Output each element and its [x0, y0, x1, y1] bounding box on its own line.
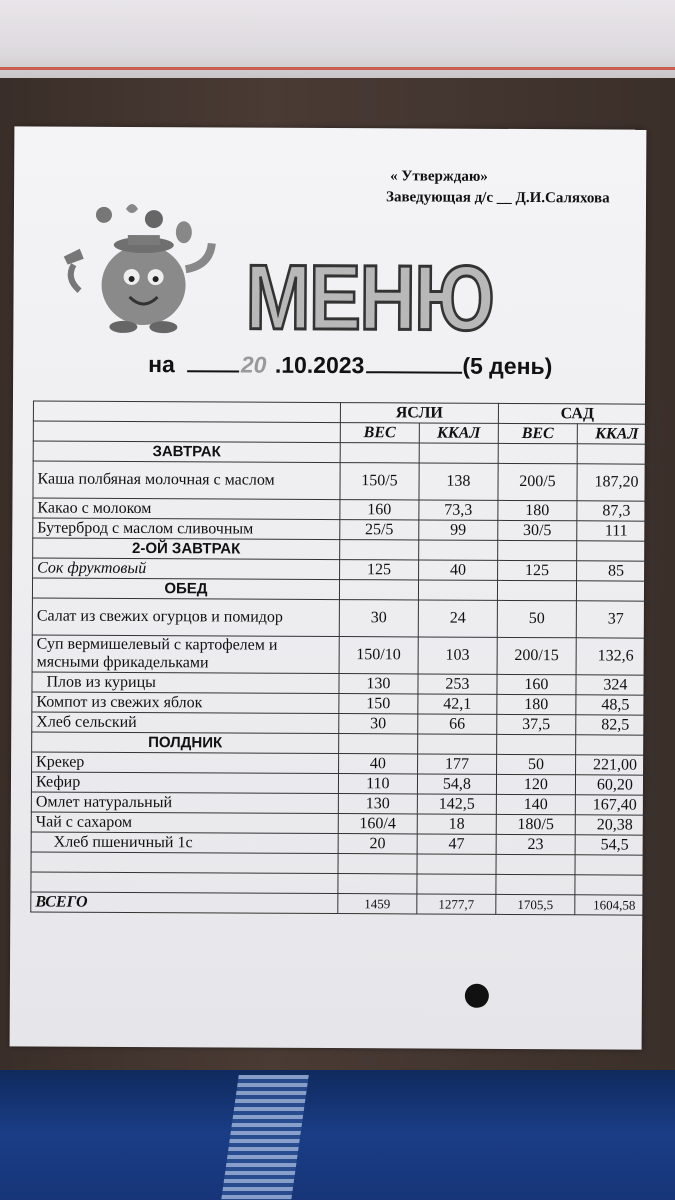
- dish-name: Крекер: [32, 752, 339, 774]
- cell-kcal: 103: [418, 637, 497, 674]
- dish-name: Хлеб пшеничный 1с: [31, 832, 338, 854]
- cell-kcal: 40: [418, 560, 497, 580]
- dish-name: Компот из свежих яблок: [32, 692, 339, 714]
- total-kcal: 1604,58: [575, 895, 654, 915]
- cell-kcal: 47: [417, 834, 496, 854]
- col-header-kcal: ККАЛ: [577, 424, 656, 444]
- cell-kcal: 66: [418, 714, 497, 734]
- cell-kcal: 54,5: [575, 835, 654, 855]
- cell-weight: 25/5: [340, 520, 419, 540]
- date-text: .10.2023: [274, 351, 365, 379]
- dish-name: Суп вермишелевый с картофелем и мясными фрикадельками: [32, 635, 339, 674]
- dish-name: Какао с молоком: [33, 498, 340, 520]
- cell-kcal: 42,1: [418, 694, 497, 714]
- date-blank-2: [366, 371, 462, 374]
- day-number: (5 день): [462, 352, 553, 380]
- cell-weight: 160: [497, 674, 576, 694]
- cell-kcal: 177: [417, 754, 496, 774]
- cell-kcal: 37: [576, 601, 655, 638]
- punch-hole: [465, 984, 489, 1008]
- cell-kcal: 60,20: [575, 775, 654, 795]
- total-row: [31, 892, 654, 915]
- dish-name: Омлет натуральный: [31, 792, 338, 814]
- cell-weight: 150/10: [339, 637, 418, 674]
- total-weight: 1705,5: [496, 894, 575, 914]
- cell-kcal: 132,6: [576, 638, 655, 675]
- date-prefix: на: [148, 351, 175, 378]
- cell-kcal: 73,3: [419, 500, 498, 520]
- cell-weight: 23: [496, 834, 575, 854]
- blue-fabric: [0, 1070, 675, 1200]
- dish-name: Хлеб сельский: [32, 712, 339, 734]
- mascot-juggling-fruit-icon: [43, 197, 224, 338]
- cell-kcal: 85: [576, 561, 655, 581]
- cell-kcal: 253: [418, 674, 497, 694]
- section-title: ЗАВТРАК: [33, 441, 340, 463]
- cell-weight: 180: [498, 500, 577, 520]
- cell-kcal: 187,20: [577, 464, 656, 501]
- dish-name: Бутерброд с маслом сливочным: [33, 518, 340, 540]
- total-label: ВСЕГО: [31, 892, 338, 914]
- dish-name: Сок фруктовый: [33, 558, 340, 580]
- section-title: ПОЛДНИК: [32, 732, 339, 754]
- cell-weight: 120: [496, 774, 575, 794]
- cell-kcal: 48,5: [576, 695, 655, 715]
- table-row: [33, 461, 656, 501]
- cell-kcal: 324: [576, 675, 655, 695]
- dish-name: Салат из свежих огурцов и помидор: [32, 598, 339, 637]
- dish-name: Плов из курицы: [32, 672, 339, 694]
- cell-weight: 110: [338, 774, 417, 794]
- cell-weight: 130: [338, 794, 417, 814]
- date-blank: [187, 370, 239, 372]
- cell-kcal: 221,00: [575, 755, 654, 775]
- cell-weight: 30: [339, 600, 418, 637]
- cell-weight: 180: [497, 694, 576, 714]
- dish-name: Кефир: [31, 772, 338, 794]
- background-paper-top: [0, 0, 675, 78]
- cell-weight: 37,5: [497, 714, 576, 734]
- group-header-yasli: ЯСЛИ: [340, 403, 498, 424]
- approval-block: [386, 166, 610, 209]
- page-title: МЕНЮ: [245, 246, 494, 350]
- cell-kcal: 18: [417, 814, 496, 834]
- col-header-weight: ВЕС: [340, 423, 419, 443]
- total-weight: 1459: [338, 894, 417, 914]
- cell-kcal: 99: [419, 520, 498, 540]
- table-row: [32, 635, 655, 675]
- cell-weight: 125: [339, 560, 418, 580]
- cell-kcal: 87,3: [577, 501, 656, 521]
- group-header-sad: САД: [498, 403, 656, 424]
- menu-sheet: [10, 126, 647, 1049]
- handwritten-day: 20: [240, 351, 267, 378]
- cell-weight: 50: [497, 600, 576, 637]
- date-line: [148, 351, 552, 380]
- cell-weight: 140: [496, 794, 575, 814]
- approval-signatory: Заведующая д/с __ Д.И.Саляхова: [386, 189, 610, 207]
- cell-weight: 160/4: [338, 814, 417, 834]
- cell-weight: 130: [339, 674, 418, 694]
- menu-table: [30, 400, 657, 915]
- cell-weight: 150/5: [340, 463, 419, 500]
- cell-kcal: 24: [418, 600, 497, 637]
- cell-kcal: 54,8: [417, 774, 496, 794]
- cell-kcal: 20,38: [575, 815, 654, 835]
- dish-name: Чай с сахаром: [31, 812, 338, 834]
- cell-weight: 30: [339, 714, 418, 734]
- table-row: [32, 598, 655, 638]
- cell-weight: 200/15: [497, 637, 576, 674]
- cell-kcal: 142,5: [417, 794, 496, 814]
- cell-kcal: 167,40: [575, 795, 654, 815]
- approval-title: « Утверждаю»: [390, 168, 488, 185]
- cell-weight: 50: [496, 754, 575, 774]
- cell-weight: 20: [338, 834, 417, 854]
- cell-weight: 150: [339, 694, 418, 714]
- cell-weight: 200/5: [498, 463, 577, 500]
- cell-kcal: 82,5: [576, 715, 655, 735]
- section-title: ОБЕД: [32, 578, 339, 600]
- cell-kcal: 138: [419, 463, 498, 500]
- dish-name: Каша полбяная молочная с маслом: [33, 461, 340, 500]
- cell-weight: 180/5: [496, 814, 575, 834]
- cell-weight: 160: [340, 500, 419, 520]
- col-header-weight: ВЕС: [498, 423, 577, 443]
- cell-kcal: 111: [577, 521, 656, 541]
- col-header-kcal: ККАЛ: [419, 423, 498, 443]
- corner-cell-2: [33, 421, 340, 443]
- cell-weight: 40: [338, 754, 417, 774]
- cell-weight: 125: [497, 560, 576, 580]
- total-kcal: 1277,7: [417, 894, 496, 914]
- corner-cell: [33, 401, 340, 423]
- cell-weight: 30/5: [498, 520, 577, 540]
- section-title: 2-ОЙ ЗАВТРАК: [33, 538, 340, 560]
